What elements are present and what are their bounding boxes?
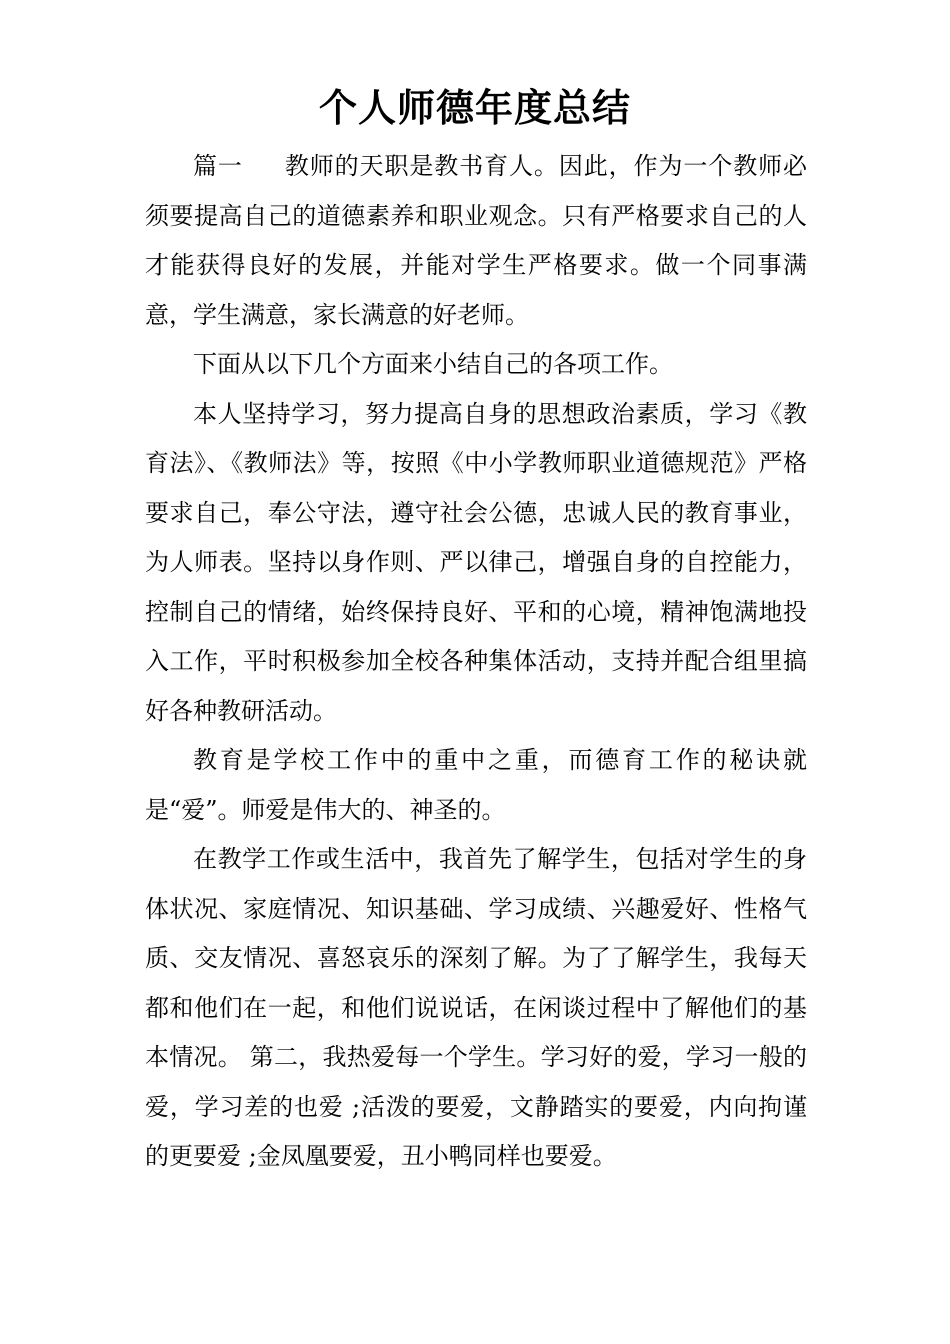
section-label: 篇一 <box>193 152 243 180</box>
document-body <box>145 142 807 1182</box>
paragraph-1-text: 教师的天职是教书育人。因此，作为一个教师必须要提高自己的道德素养和职业观念。只有严格要求自己的人才能获得良好的发展，并能对学生严格要求。做一个同事满意，学生满意，家长满意的好老师。 <box>145 152 808 329</box>
paragraph-5: 在教学工作或生活中，我首先了解学生，包括对学生的身体状况、家庭情况、知识基础、学习成绩、兴趣爱好、性格气质、交友情况、喜怒哀乐的深刻了解。为了了解学生，我每天都和他们在一起，和他们说说话，在闲谈过程中了解他们的基本情况。 第二，我热爱每一个学生。学习好的爱，学习一般的爱，学习差的也爱 ;活泼的要爱，文静踏实的要爱，内向拘谨的更要爱 ;金凤凰要爱，丑小鸭同样也要爱。 <box>145 845 807 1170</box>
paragraph-3: 本人坚持学习，努力提高自身的思想政治素质，学习《教育法》、《教师法》等，按照《中小学教师职业道德规范》严格要求自己，奉公守法，遵守社会公德，忠诚人民的教育事业，为人师表。坚持以身作则、严以律己，增强自身的自控能力，控制自己的情绪，始终保持良好、平和的心境，精神饱满地投入工作，平时积极参加全校各种集体活动，支持并配合组里搞好各种教研活动。 <box>145 399 807 725</box>
paragraph-1 <box>145 142 807 340</box>
paragraph-4: 教育是学校工作中的重中之重，而德育工作的秘诀就是“爱”。师爱是伟大的、神圣的。 <box>145 746 807 824</box>
document-title: 个人师德年度总结 <box>318 86 631 130</box>
paragraph-2: 下面从以下几个方面来小结自己的各项工作。 <box>193 350 673 378</box>
